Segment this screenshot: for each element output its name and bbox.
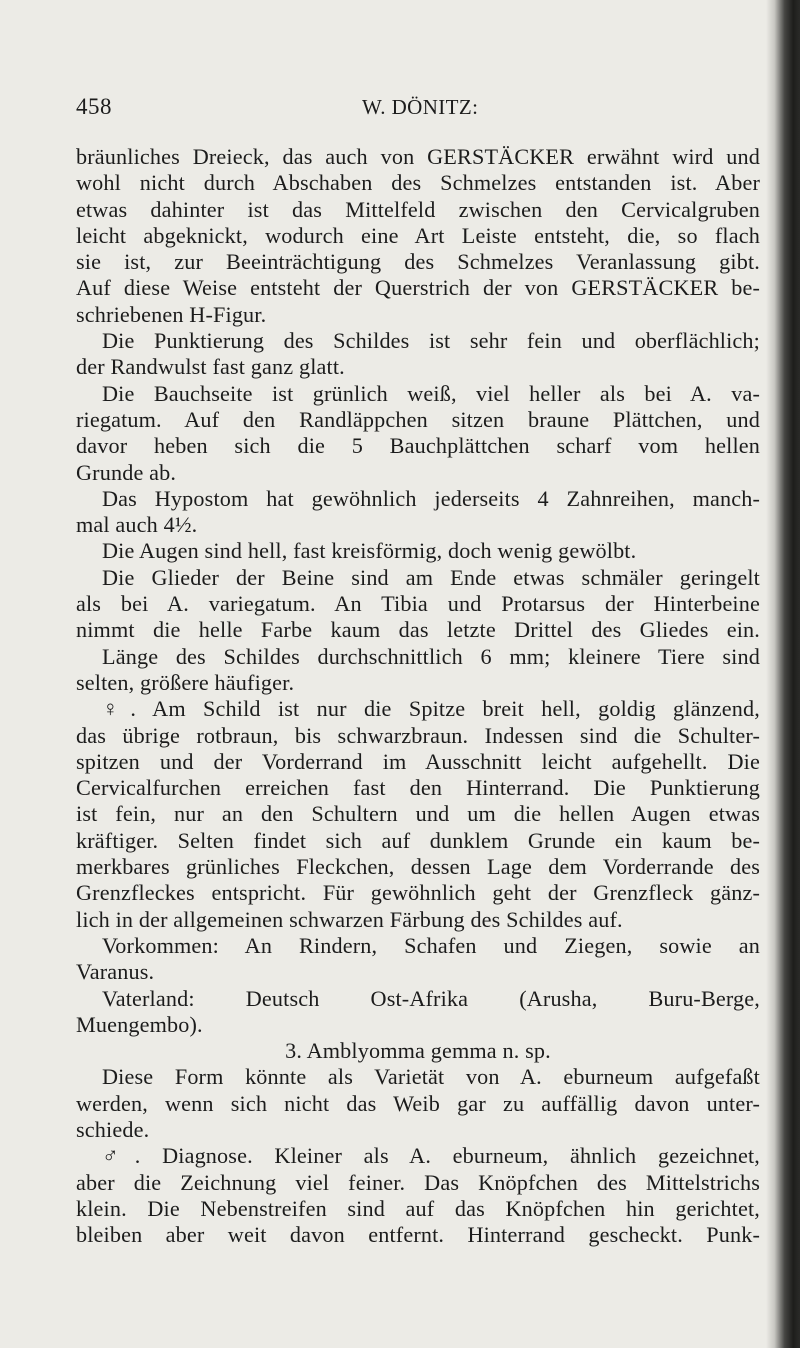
- text-line: selten, größere häufiger.: [76, 669, 295, 695]
- text-line: Die Augen sind hell, fast kreisförmig, doch wenig gewölbt.: [102, 538, 637, 564]
- text-line: riegatum. Auf den Randläppchen sitzen braune Plättchen, und: [76, 406, 760, 432]
- text-line: leicht abgeknickt, wodurch eine Art Leiste entsteht, die, so flach: [76, 222, 760, 248]
- text-line: mal auch 4½.: [76, 512, 198, 538]
- text-line: merkbares grünliches Fleckchen, dessen Lage dem Vorderrande des: [76, 854, 760, 880]
- scan-edge-shadow: [766, 0, 800, 1348]
- text-line: aber die Zeichnung viel feiner. Das Knöpfchen des Mittelstrichs: [76, 1169, 760, 1195]
- text-line: bräunliches Dreieck, das auch von GERSTÄCKER erwähnt wird und: [76, 144, 760, 169]
- page-header: [76, 94, 756, 134]
- text-line: spitzen und der Vorderrand im Ausschnitt leicht aufgehellt. Die: [76, 748, 760, 774]
- text-line: Muengembo).: [76, 1011, 203, 1037]
- text-line: schiede.: [76, 1116, 150, 1142]
- running-head: W. DÖNITZ:: [362, 95, 479, 119]
- section-heading: 3. Amblyomma gemma n. sp.: [285, 1038, 551, 1064]
- text-line: lich in der allgemeinen schwarzen Färbung des Schildes auf.: [76, 906, 623, 932]
- text-line: Die Bauchseite ist grünlich weiß, viel heller als bei A. va-: [102, 380, 760, 406]
- text-line: nimmt die helle Farbe kaum das letzte Drittel des Gliedes ein.: [76, 617, 760, 643]
- text-line: davor heben sich die 5 Bauchplättchen scharf vom hellen: [76, 433, 760, 459]
- text-line: Vaterland: Deutsch Ost-Afrika (Arusha, Buru-Berge,: [102, 985, 760, 1011]
- text-line: Das Hypostom hat gewöhnlich jederseits 4 Zahnreihen, manch-: [102, 485, 760, 511]
- text-line: Die Punktierung des Schildes ist sehr fein und oberflächlich;: [102, 328, 760, 354]
- text-line: Diese Form könnte als Varietät von A. eburneum aufgefaßt: [102, 1064, 760, 1090]
- text-line: als bei A. variegatum. An Tibia und Protarsus der Hinterbeine: [76, 591, 760, 617]
- text-line: Varanus.: [76, 959, 155, 985]
- text-line: Grunde ab.: [76, 459, 177, 485]
- text-line: Cervicalfurchen erreichen fast den Hinterrand. Die Punktierung: [76, 775, 760, 801]
- text-line: Auf diese Weise entsteht der Querstrich der von GERSTÄCKER be-: [76, 275, 760, 301]
- text-line: ♀. Am Schild ist nur die Spitze breit hell, goldig glänzend,: [102, 696, 760, 722]
- text-line: der Randwulst fast ganz glatt.: [76, 354, 345, 380]
- text-line: ♂. Diagnose. Kleiner als A. eburneum, ähnlich gezeichnet,: [102, 1143, 760, 1169]
- text-line: Länge des Schildes durchschnittlich 6 mm; kleinere Tiere sind: [102, 643, 760, 669]
- text-line: das übrige rotbraun, bis schwarzbraun. Indessen sind die Schulter-: [76, 722, 760, 748]
- text-line: Grenzfleckes entspricht. Für gewöhnlich geht der Grenzfleck gänz-: [76, 880, 760, 906]
- text-line: wohl nicht durch Abschaben des Schmelzes entstanden ist. Aber: [76, 170, 760, 196]
- text-line: kräftiger. Selten findet sich auf dunklem Grunde ein kaum be-: [76, 827, 760, 853]
- text-line: klein. Die Nebenstreifen sind auf das Knöpfchen hin gerichtet,: [76, 1195, 760, 1221]
- text-line: werden, wenn sich nicht das Weib gar zu auffällig davon unter-: [76, 1090, 760, 1116]
- text-line: bleiben aber weit davon entfernt. Hinterrand gescheckt. Punk-: [76, 1222, 760, 1248]
- body-text: [76, 144, 760, 1248]
- text-line: etwas dahinter ist das Mittelfeld zwischen den Cervicalgruben: [76, 196, 760, 222]
- text-line: ist fein, nur an den Schultern und um die hellen Augen etwas: [76, 801, 760, 827]
- text-line: sie ist, zur Beeinträchtigung des Schmelzes Veranlassung gibt.: [76, 249, 760, 275]
- page-number: 458: [76, 94, 112, 119]
- text-line: Die Glieder der Beine sind am Ende etwas schmäler geringelt: [102, 564, 760, 590]
- text-line: Vorkommen: An Rindern, Schafen und Ziegen, sowie an: [102, 932, 760, 958]
- text-line: schriebenen H-Figur.: [76, 301, 267, 327]
